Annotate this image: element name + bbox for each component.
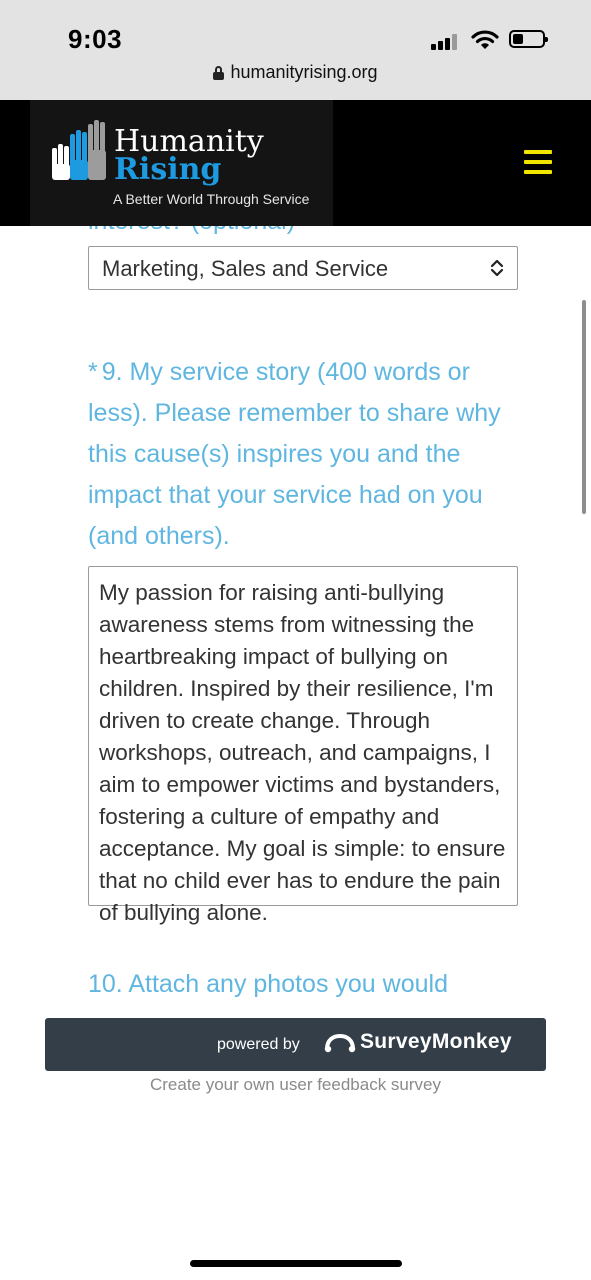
interest-select[interactable] bbox=[88, 246, 518, 290]
status-time: 9:03 bbox=[68, 24, 123, 54]
chevron-updown-icon bbox=[490, 258, 504, 278]
battery-icon bbox=[509, 30, 545, 48]
wifi-icon bbox=[471, 28, 499, 52]
site-logo[interactable] bbox=[30, 100, 333, 226]
interest-select-value: Marketing, Sales and Service bbox=[102, 256, 389, 281]
question-10-label: 10. Attach any photos you would bbox=[88, 970, 448, 998]
browser-top-bar bbox=[0, 0, 591, 100]
logo-title-humanity: Humanity bbox=[114, 124, 264, 159]
home-indicator[interactable] bbox=[190, 1260, 402, 1267]
address-bar[interactable] bbox=[0, 62, 591, 90]
hamburger-menu-icon[interactable] bbox=[524, 150, 552, 174]
question-9-label bbox=[88, 352, 518, 557]
site-header bbox=[0, 100, 591, 226]
scrollbar[interactable] bbox=[582, 300, 586, 514]
create-survey-link[interactable]: Create your own user feedback survey bbox=[149, 1075, 442, 1094]
question-9-text: 9. My service story (400 words or less). Please remember to share why this cause(s) inspires you and the impact that your service had on you (and others). bbox=[88, 358, 501, 550]
signal-icon bbox=[431, 34, 461, 50]
powered-by-surveymonkey-banner[interactable] bbox=[45, 1018, 546, 1071]
surveymonkey-logo-icon bbox=[324, 1032, 356, 1054]
required-marker: * bbox=[88, 358, 98, 386]
service-story-text: My passion for raising anti-bullying awareness stems from witnessing the heartbreaking impact of bullying on children. Inspired by their resilience, I'm driven to create change. Through workshops, outreach, and campaigns, I aim to empower victims and bystanders, fostering a culture of empathy and acceptance. My goal is simple: to ensure that no child ever has to endure the pain of bullying alone. bbox=[99, 580, 506, 925]
logo-title-rising: Rising bbox=[114, 152, 222, 187]
url-text: humanityrising.org bbox=[230, 62, 378, 82]
powered-by-label: powered by bbox=[217, 1036, 300, 1053]
service-story-textarea[interactable] bbox=[88, 566, 518, 925]
surveymonkey-brand: SurveyMonkey bbox=[360, 1030, 512, 1053]
logo-tagline: A Better World Through Service bbox=[113, 191, 310, 207]
lock-icon bbox=[213, 66, 224, 79]
raised-hands-logo-icon bbox=[52, 120, 108, 182]
